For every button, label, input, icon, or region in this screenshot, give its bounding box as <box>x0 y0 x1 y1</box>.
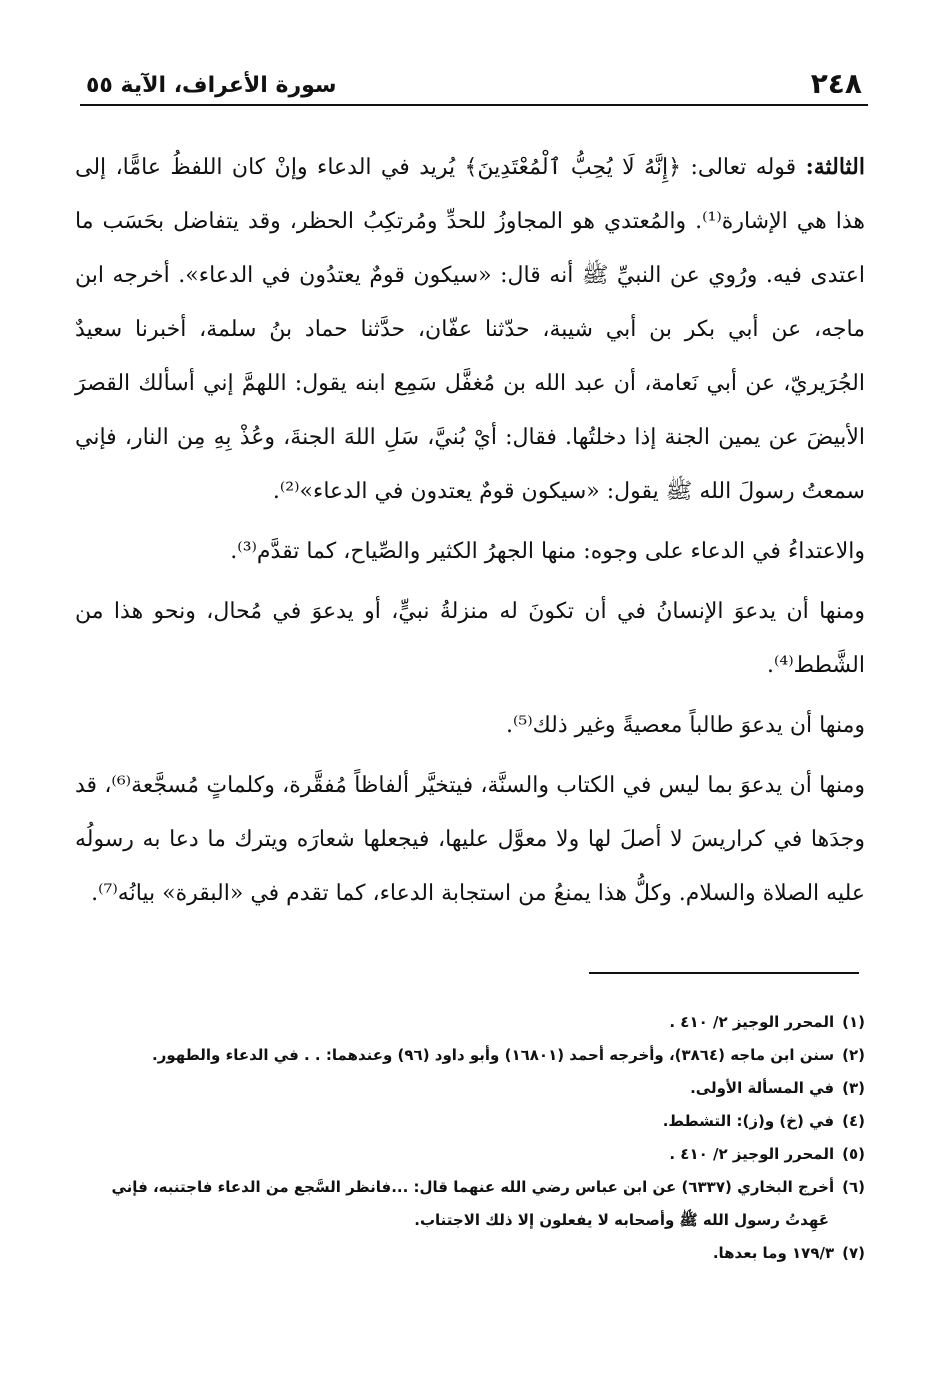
paragraph-5: ومنها أن يدعوَ بما ليس في الكتاب والسنَّة، فيتخيَّر ألفاظاً مُفقَّرة، وكلماتٍ مُسجَّعة⁽⁶⁾، قد وجدَها في كراريسَ لا أصلَ لها ولا معوَّل عليها، فيجعلها شعارَه ويترك ما دعا به رسولُه عليه الصلاة والسلام. وكلُّ هذا يمنعُ من استجابة الدعاء، كما تقدم في «البقرة» بيانُه⁽⁷⁾. <box>75 773 865 906</box>
footnote-text: أخرج البخاري (٦٣٣٧) عن ابن عباس رضي الله عنهما قال: ...فانظر السَّجع من الدعاء فاجتنبه، فإني <box>111 1178 835 1196</box>
page-header <box>80 64 868 104</box>
footnote-6 <box>75 1171 865 1204</box>
main-text <box>75 140 865 921</box>
footnote-number: (٦) <box>842 1178 865 1196</box>
footnote-6-continuation: عَهِدتُ رسول الله ﷺ وأصحابه لا يفعلون إلا ذلك الاجتناب. <box>414 1211 829 1229</box>
footnote-7 <box>75 1237 865 1270</box>
footnote-number: (٣) <box>842 1079 865 1097</box>
paragraph-1 <box>75 140 865 519</box>
footnote-text: في المسألة الأولى. <box>690 1079 835 1097</box>
footnote-text: المحرر الوجيز ٢/ ٤١٠ . <box>669 1013 835 1031</box>
footnote-2 <box>75 1039 865 1072</box>
footnote-1 <box>75 1006 865 1039</box>
paragraph-lead: الثالثة: <box>805 154 865 180</box>
footnote-4 <box>75 1105 865 1138</box>
paragraph-2: والاعتداءُ في الدعاء على وجوه: منها الجهرُ الكثير والصِّياح، كما تقدَّم⁽³⁾. <box>230 539 865 564</box>
paragraph-3: ومنها أن يدعوَ الإنسانُ في أن تكونَ له منزلةُ نبيٍّ، أو يدعوَ في مُحال، ونحو هذا من الشَّطط⁽⁴⁾. <box>75 599 865 678</box>
footnote-separator <box>589 972 859 974</box>
footnote-5 <box>75 1138 865 1171</box>
running-title: سورة الأعراف، الآية ٥٥ <box>86 73 337 98</box>
footnote-text: في (خ) و(ز): التشطط. <box>662 1112 835 1130</box>
footnote-text: المحرر الوجيز ٢/ ٤١٠ . <box>669 1145 835 1163</box>
footnotes <box>75 1006 865 1270</box>
footnote-number: (٤) <box>842 1112 865 1130</box>
footnote-number: (٧) <box>842 1244 865 1262</box>
footnote-number: (٢) <box>842 1046 865 1064</box>
paragraph-text: قوله تعالى: ﴿إِنَّهُ لَا يُحِبُّ ٱلْمُعْتَدِينَ﴾ يُريد في الدعاء وإنْ كان اللفظُ عامًّا، إلى هذا هي الإشارة⁽¹⁾. والمُعتدي هو المجاوزُ للحدِّ ومُرتكِبُ الحظر، وقد يتفاضل بحَسَب ما اعتدى فيه. ورُوي عن النبيِّ ﷺ أنه قال: «سيكون قومٌ يعتدُون في الدعاء». أخرجه ابن ماجه، عن أبي بكر بن أبي شيبة، حدّثنا عفّان، حدَّثنا حماد بنُ سلمة، أخبرنا سعيدٌ الجُرَيريّ، عن أبي نَعامة، أن عبد الله بن مُغفَّل سَمِع ابنه يقول: اللهمَّ إني أسألك القصرَ الأبيضَ عن يمين الجنة إذا دخلتُها. فقال: أيْ بُنيَّ، سَلِ اللهَ الجنةَ، وعُذْ بِهِ مِن النار، فإني سمعتُ رسولَ الله ﷺ يقول: «سيكون قومٌ يعتدون في الدعاء»⁽²⁾. <box>75 155 865 504</box>
page-number: ٢٤٨ <box>810 67 862 100</box>
footnote-number: (٥) <box>842 1145 865 1163</box>
paragraph-4: ومنها أن يدعوَ طالباً معصيةً وغير ذلك⁽⁵⁾. <box>505 713 865 738</box>
header-rule <box>80 104 868 106</box>
footnote-3 <box>75 1072 865 1105</box>
footnote-text: سنن ابن ماجه (٣٨٦٤)، وأخرجه أحمد (١٦٨٠١) وأبو داود (٩٦) وعندهما: . . في الدعاء والطهور. <box>152 1046 835 1064</box>
footnote-number: (١) <box>842 1013 865 1031</box>
footnote-text: ١٧٩/٣ وما بعدها. <box>712 1244 835 1262</box>
